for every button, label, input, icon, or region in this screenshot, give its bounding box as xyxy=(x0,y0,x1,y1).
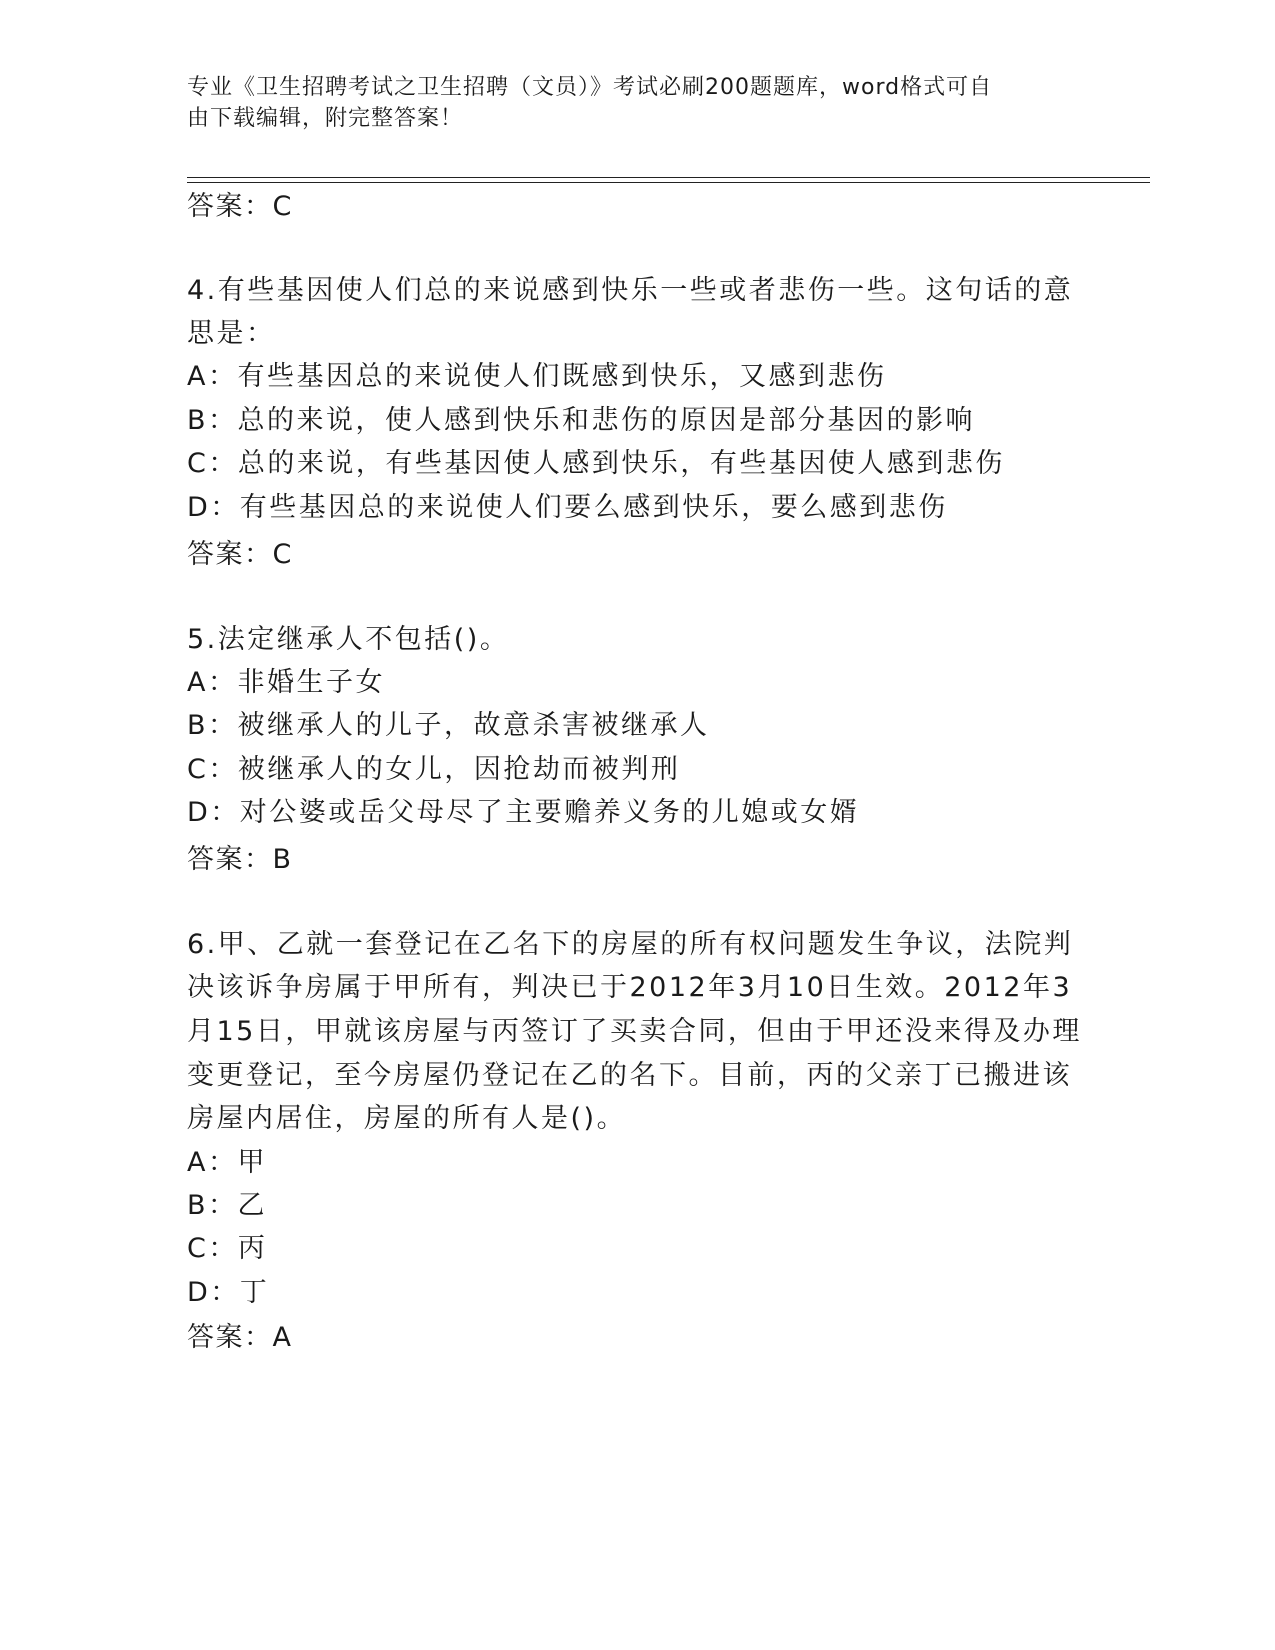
question-5-answer: 答案：B xyxy=(187,844,293,875)
question-6-option-c: C：丙 xyxy=(187,1233,268,1264)
question-4-option-c: C：总的来说，有些基因使人感到快乐，有些基因使人感到悲伤 xyxy=(187,448,1005,479)
question-6-stem-line-2: 决该诉争房属于甲所有，判决已于2012年3月10日生效。2012年3 xyxy=(187,972,1073,1003)
question-4-option-b: B：总的来说，使人感到快乐和悲伤的原因是部分基因的影响 xyxy=(187,405,976,436)
question-5-option-d: D：对公婆或岳父母尽了主要赡养义务的儿媳或女婿 xyxy=(187,797,860,828)
question-4-stem-line-2: 思是： xyxy=(187,318,276,349)
header-title-line-2: 由下载编辑，附完整答案！ xyxy=(187,106,464,131)
question-5-option-a: A：非婚生子女 xyxy=(187,667,385,698)
header-title-line-1: 专业《卫生招聘考试之卫生招聘（文员）》考试必刷200题题库，word格式可自 xyxy=(187,75,993,100)
question-6-answer: 答案：A xyxy=(187,1322,293,1353)
question-4-stem-line-1: 4.有些基因使人们总的来说感到快乐一些或者悲伤一些。这句话的意 xyxy=(187,275,1074,306)
question-6-stem-line-3: 月15日，甲就该房屋与丙签订了买卖合同，但由于甲还没来得及办理 xyxy=(187,1016,1082,1047)
answer-previous-question: 答案：C xyxy=(187,191,293,222)
header-divider-bottom xyxy=(187,182,1150,183)
question-5-stem-line-1: 5.法定继承人不包括()。 xyxy=(187,624,510,655)
question-6-stem-line-4: 变更登记，至今房屋仍登记在乙的名下。目前，丙的父亲丁已搬进该 xyxy=(187,1060,1072,1091)
question-6-option-b: B：乙 xyxy=(187,1190,268,1221)
question-4-option-d: D：有些基因总的来说使人们要么感到快乐，要么感到悲伤 xyxy=(187,492,948,523)
header-divider-top xyxy=(187,177,1150,178)
question-6-stem-line-5: 房屋内居住，房屋的所有人是()。 xyxy=(187,1103,627,1134)
question-4-answer: 答案：C xyxy=(187,539,293,570)
question-4-option-a: A：有些基因总的来说使人们既感到快乐，又感到悲伤 xyxy=(187,361,887,392)
question-5-option-b: B：被继承人的儿子，故意杀害被继承人 xyxy=(187,710,710,741)
question-5-option-c: C：被继承人的女儿，因抢劫而被判刑 xyxy=(187,754,681,785)
question-6-option-a: A：甲 xyxy=(187,1147,267,1178)
question-6-stem-line-1: 6.甲、乙就一套登记在乙名下的房屋的所有权问题发生争议，法院判 xyxy=(187,929,1074,960)
question-6-option-d: D：丁 xyxy=(187,1277,270,1308)
document-header xyxy=(187,72,1067,134)
